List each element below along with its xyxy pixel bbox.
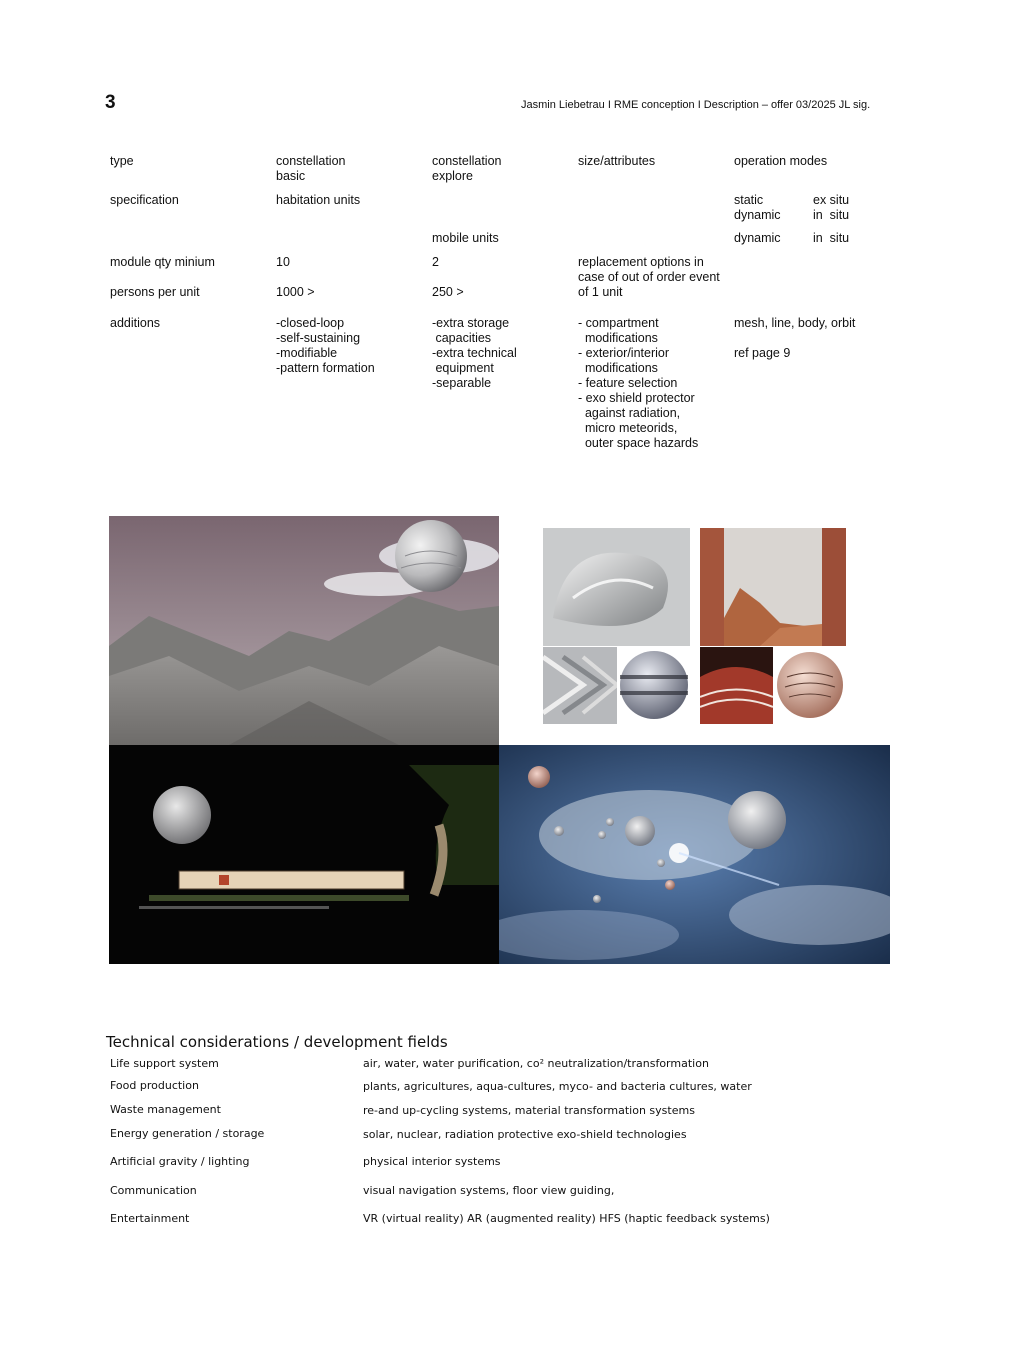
tech-label: Energy generation / storage [110, 1127, 265, 1140]
tech-value: air, water, water purification, co² neutralization/transformation [363, 1057, 709, 1070]
type-col-modes: operation modes [734, 154, 828, 168]
spec-modes-habitation: static dynamic [734, 193, 781, 222]
spec-mobile-units: mobile units [432, 231, 499, 245]
row-label-persons: persons per unit [110, 285, 200, 299]
tech-label: Food production [110, 1079, 199, 1092]
night-pavilion-image [109, 745, 499, 964]
additions-explore: -extra storage capacities -extra technical equipment -separable [432, 316, 517, 390]
additions-modes-forms: mesh, line, body, orbit [734, 316, 856, 330]
row-label-type: type [110, 154, 134, 168]
row-label-additions: additions [110, 316, 161, 330]
chevron-architecture-image [543, 647, 617, 724]
row-label-module-qty: module qty minium [110, 255, 215, 269]
red-interior-image [700, 647, 773, 724]
tech-label: Life support system [110, 1057, 219, 1070]
additions-basic: -closed-loop -self-sustaining -modifiable -pattern formation [276, 316, 375, 375]
tech-label: Communication [110, 1184, 197, 1197]
red-canyon-image [700, 528, 846, 646]
striped-sphere-image [617, 647, 690, 724]
copper-sphere-image [773, 647, 846, 724]
spec-modes-mobile: dynamic [734, 231, 781, 245]
persons-basic: 1000 > [276, 285, 315, 299]
module-qty-basic: 10 [276, 255, 290, 269]
tech-value: visual navigation systems, floor view guiding, [363, 1184, 615, 1197]
additions-size: - compartment modifications - exterior/interior modifications - feature selection - exo shield protector against radiation, micro meteorids, outer space hazards [578, 316, 699, 450]
tech-value: solar, nuclear, radiation protective exo-shield technologies [363, 1128, 687, 1141]
tech-value: plants, agricultures, aqua-cultures, myco- and bacteria cultures, water [363, 1080, 752, 1093]
type-col-size: size/attributes [578, 154, 656, 168]
document-header: Jasmin Liebetrau I RME conception I Description – offer 03/2025 JL sig. [521, 99, 871, 111]
tech-value: re-and up-cycling systems, material transformation systems [363, 1104, 695, 1117]
page-number: 3 [105, 92, 116, 113]
type-col-basic: constellation basic [276, 154, 346, 183]
desert-sphere-image [109, 516, 499, 745]
spec-situ-habitation: ex situ in situ [813, 193, 850, 222]
tech-label: Entertainment [110, 1212, 190, 1225]
space-spheres-image [499, 745, 890, 964]
spec-situ-mobile: in situ [813, 231, 850, 245]
additions-ref-page: ref page 9 [734, 346, 791, 360]
tech-section-title: Technical considerations / development fields [106, 1033, 448, 1051]
tech-label: Artificial gravity / lighting [110, 1155, 250, 1168]
tech-value: VR (virtual reality) AR (augmented reality) HFS (haptic feedback systems) [363, 1212, 770, 1225]
tech-value: physical interior systems [363, 1155, 501, 1168]
type-col-explore: constellation explore [432, 154, 502, 183]
liquid-glass-image [543, 528, 690, 646]
persons-explore: 250 > [432, 285, 464, 299]
tech-label: Waste management [110, 1103, 221, 1116]
spec-habitation-units: habitation units [276, 193, 361, 207]
module-qty-explore: 2 [432, 255, 439, 269]
row-label-specification: specification [110, 193, 179, 207]
replacement-options: replacement options in case of out of order event of 1 unit [578, 255, 720, 299]
